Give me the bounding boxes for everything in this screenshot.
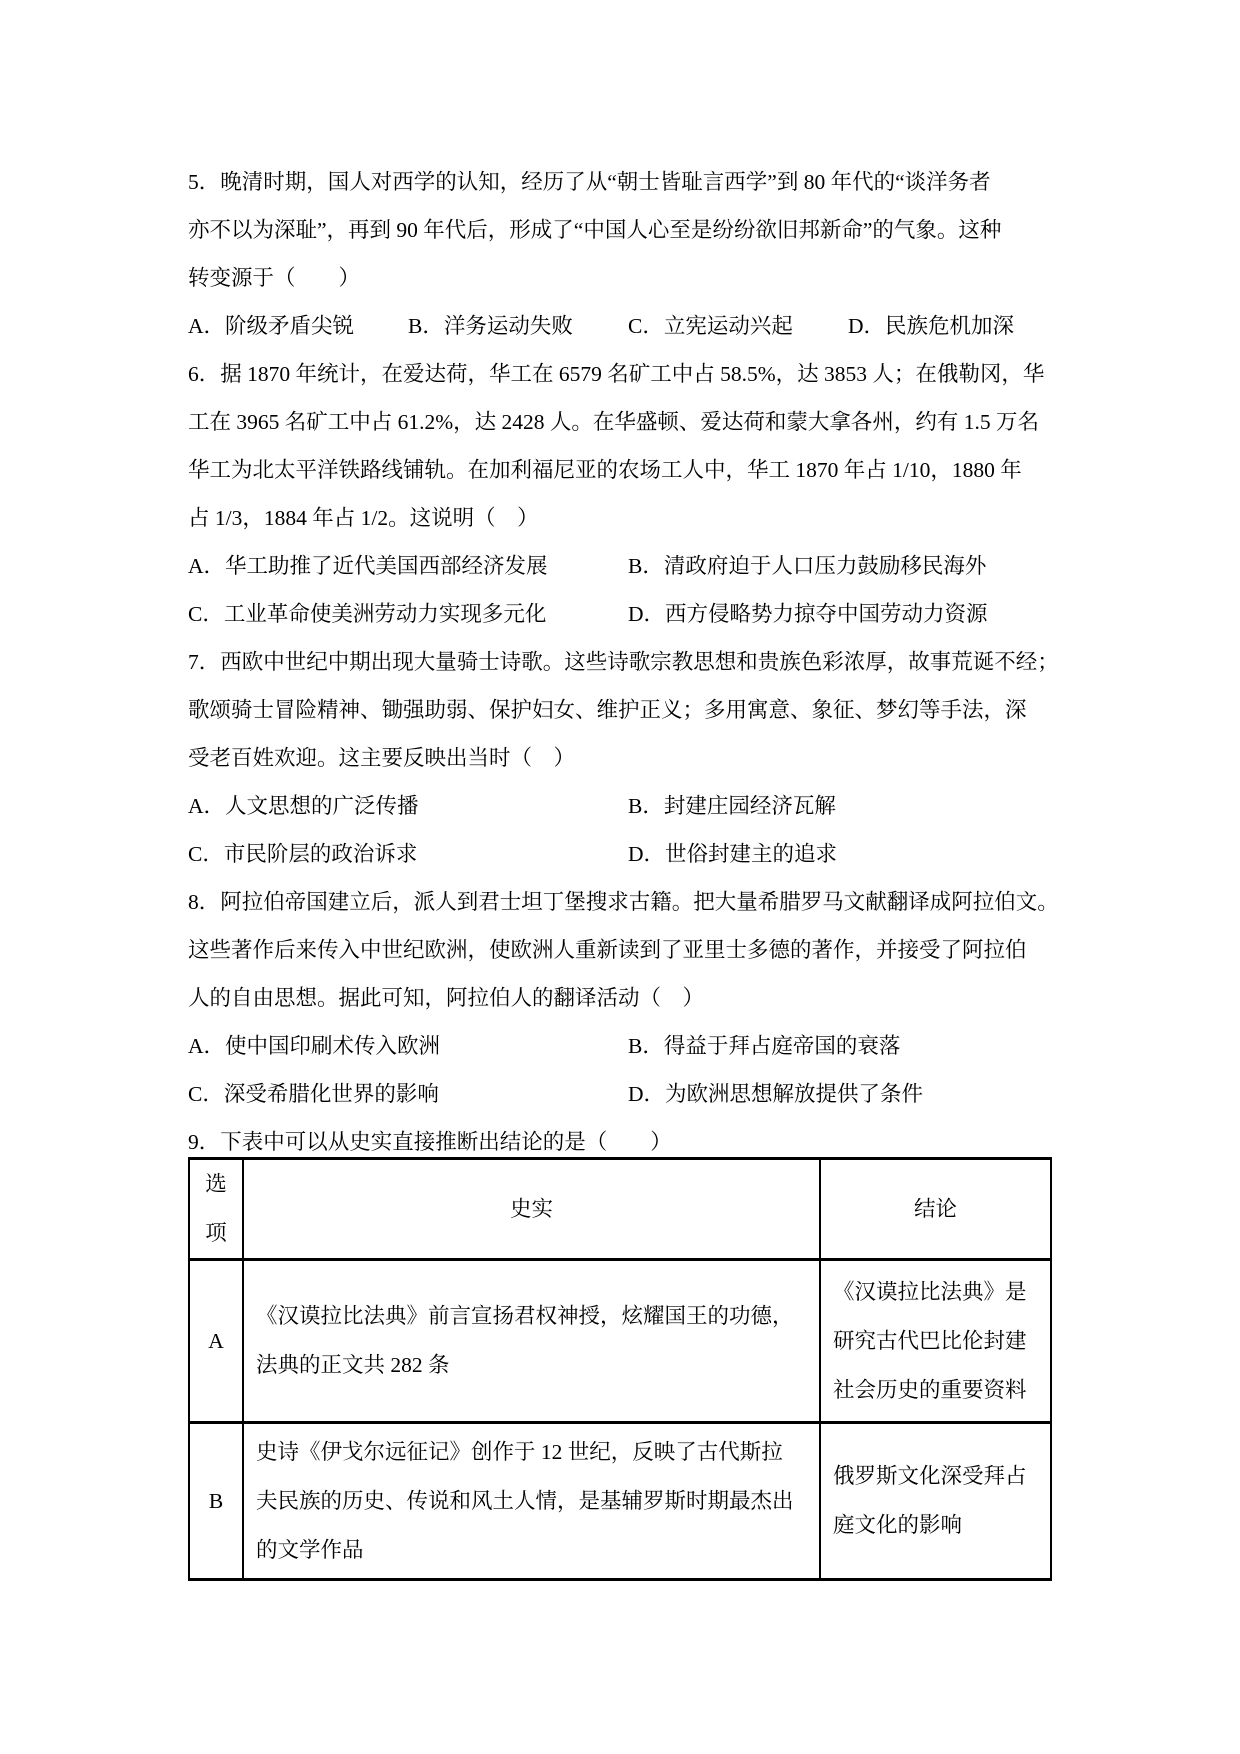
question-6-options-cd <box>188 590 1054 638</box>
question-5-option-c: C．立宪运动兴起 <box>628 314 793 338</box>
question-7-option-c: C．市民阶层的政治诉求 <box>188 842 418 866</box>
question-6-option-d: D．西方侵略势力掠夺中国劳动力资源 <box>628 602 988 626</box>
table-header-option: 选项 <box>189 1159 243 1260</box>
question-6-option-a: A．华工助推了近代美国西部经济发展 <box>188 554 548 578</box>
question-5-line-2: 亦不以为深耻”，再到 90 年代后，形成了“中国人心至是纷纷欲旧邦新命”的气象。这种 <box>188 218 1002 242</box>
question-7-line-1: 7．西欧中世纪中期出现大量骑士诗歌。这些诗歌宗教思想和贵族色彩浓厚，故事荒诞不经； <box>188 650 1059 674</box>
question-8-line-2: 这些著作后来传入中世纪欧洲，使欧洲人重新读到了亚里士多德的著作，并接受了阿拉伯 <box>188 938 1027 962</box>
table-row-a-fact-line-1: 《汉谟拉比法典》前言宣扬君权神授，炫耀国王的功德， <box>256 1304 794 1328</box>
question-6-line-3: 华工为北太平洋铁路线铺轨。在加利福尼亚的农场工人中，华工 1870 年占 1/10，1880 年 <box>188 458 1022 482</box>
question-8-line-1: 8．阿拉伯帝国建立后，派人到君士坦丁堡搜求古籍。把大量希腊罗马文献翻译成阿拉伯文。 <box>188 890 1059 914</box>
question-7-option-d: D．世俗封建主的追求 <box>628 842 838 866</box>
question-7-options-cd <box>188 830 1054 878</box>
table-header-fact: 史实 <box>243 1159 820 1260</box>
table-row-b-conclusion-line-2: 庭文化的影响 <box>833 1513 963 1537</box>
table-row-b-fact <box>243 1423 820 1580</box>
table-row-a <box>189 1260 1051 1423</box>
question-5-option-d: D．民族危机加深 <box>848 314 1015 338</box>
table-row-b-conclusion <box>820 1423 1051 1580</box>
question-5-option-b: B．洋务运动失败 <box>408 314 573 338</box>
table-row-b-fact-line-3: 的文学作品 <box>256 1537 364 1562</box>
question-5-line-1: 5．晚清时期，国人对西学的认知，经历了从“朝士皆耻言西学”到 80 年代的“谈洋务者 <box>188 170 991 194</box>
table-row-b <box>189 1423 1051 1580</box>
table-row-a-fact-line-2: 法典的正文共 282 条 <box>256 1353 450 1377</box>
question-8-options-cd <box>188 1070 1054 1118</box>
question-8-line-3: 人的自由思想。据此可知，阿拉伯人的翻译活动（ ） <box>188 986 705 1010</box>
questions-area <box>188 158 1059 1166</box>
question-5-line-3: 转变源于（ ） <box>188 266 361 290</box>
question-6-option-b: B．清政府迫于人口压力鼓励移民海外 <box>628 554 987 578</box>
question-8-option-c: C．深受希腊化世界的影响 <box>188 1082 439 1106</box>
question-6-option-c: C．工业革命使美洲劳动力实现多元化 <box>188 602 547 626</box>
question-7-line-2: 歌颂骑士冒险精神、锄强助弱、保护妇女、维护正义；多用寓意、象征、梦幻等手法，深 <box>188 698 1027 722</box>
table-row-a-option-letter: A <box>189 1260 243 1423</box>
question-7-options-ab <box>188 782 1054 830</box>
question-5-option-a: A．阶级矛盾尖锐 <box>188 314 355 338</box>
table-row-a-conclusion-line-1: 《汉谟拉比法典》是 <box>833 1279 1027 1304</box>
question-9-line-1: 9．下表中可以从史实直接推断出结论的是（ ） <box>188 1130 672 1154</box>
question-5-options <box>188 302 1054 350</box>
question-8-option-a: A．使中国印刷术传入欧洲 <box>188 1034 441 1058</box>
question-6 <box>188 350 1054 638</box>
question-8-options-ab <box>188 1022 1054 1070</box>
question-8 <box>188 878 1059 1118</box>
question-6-line-1: 6．据 1870 年统计，在爱达荷，华工在 6579 名矿工中占 58.5%，达 3853 人；在俄勒冈，华 <box>188 362 1045 386</box>
table-row-a-conclusion-line-2: 研究古代巴比伦封建 <box>833 1328 1027 1353</box>
table-header-conclusion: 结论 <box>820 1159 1051 1260</box>
question-7-option-a: A．人文思想的广泛传播 <box>188 794 419 818</box>
question-5 <box>188 158 1054 350</box>
question-8-option-b: B．得益于拜占庭帝国的衰落 <box>628 1034 901 1058</box>
question-8-option-d: D．为欧洲思想解放提供了条件 <box>628 1082 924 1106</box>
table-row-a-fact <box>243 1260 820 1423</box>
table-header-row <box>189 1159 1051 1260</box>
question-7-line-3: 受老百姓欢迎。这主要反映出当时（ ） <box>188 746 576 770</box>
question-6-options-ab <box>188 542 1054 590</box>
table-row-b-fact-line-2: 夫民族的历史、传说和风土人情，是基辅罗斯时期最杰出 <box>256 1488 794 1513</box>
question-9-table <box>188 1157 1052 1581</box>
question-7 <box>188 638 1059 878</box>
question-6-line-4: 占 1/3，1884 年占 1/2。这说明（ ） <box>188 506 539 530</box>
table-row-b-option-letter: B <box>189 1423 243 1580</box>
table-row-a-conclusion <box>820 1260 1051 1423</box>
table-row-b-fact-line-1: 史诗《伊戈尔远征记》创作于 12 世纪，反映了古代斯拉 <box>256 1439 783 1464</box>
table-row-a-conclusion-line-3: 社会历史的重要资料 <box>833 1377 1027 1402</box>
question-7-option-b: B．封建庄园经济瓦解 <box>628 794 836 818</box>
table-row-b-conclusion-line-1: 俄罗斯文化深受拜占 <box>833 1464 1027 1488</box>
question-6-line-2: 工在 3965 名矿工中占 61.2%，达 2428 人。在华盛顿、爱达荷和蒙大拿各州，约有 1.5 万名 <box>188 410 1040 434</box>
